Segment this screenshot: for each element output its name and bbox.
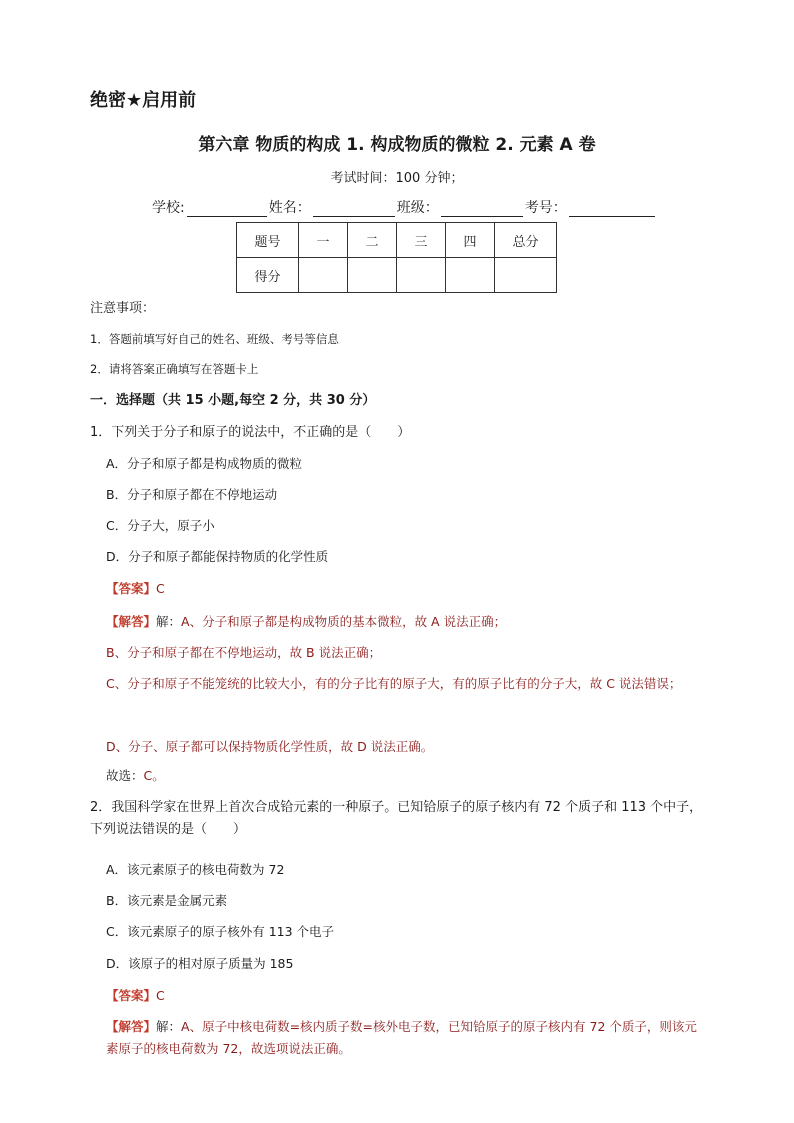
score-input-cell[interactable] (446, 258, 495, 293)
table-cell: 得分 (237, 258, 299, 293)
option-d: D．该原子的相对原子质量为 185 (106, 956, 294, 971)
table-cell: 三 (397, 223, 446, 258)
table-cell: 二 (348, 223, 397, 258)
score-input-cell[interactable] (495, 258, 557, 293)
score-input-cell[interactable] (397, 258, 446, 293)
score-input-cell[interactable] (348, 258, 397, 293)
option-c: C．分子大，原子小 (106, 518, 215, 533)
option-c: C．该元素原子的原子核外有 113 个电子 (106, 924, 335, 939)
option-d: D．分子和原子都能保持物质的化学性质 (106, 549, 329, 564)
school-blank[interactable] (187, 203, 267, 217)
analysis-line (106, 1016, 706, 1060)
table-cell: 题号 (237, 223, 299, 258)
number-label: 考号： (524, 200, 567, 216)
question-stem: 2．我国科学家在世界上首次合成铪元素的一种原子。已知铪原子的原子核内有 72 个质子和 113 个中子，下列说法错误的是（ ） (90, 800, 703, 837)
note-item: 1．答题前填写好自己的姓名、班级、考号等信息 (90, 332, 339, 346)
option-b: B．分子和原子都在不停地运动 (106, 487, 278, 502)
student-info-line (152, 197, 657, 217)
analysis-text: C、分子和原子不能笼统的比较大小，有的分子比有的原子大，有的原子比有的分子大，故 C 说法错误； (106, 676, 682, 691)
section-heading: 一．选择题（共 15 小题,每空 2 分，共 30 分） (90, 393, 376, 408)
class-label: 班级： (396, 200, 439, 216)
analysis-prefix: 解： (156, 1019, 182, 1034)
option-a: A．分子和原子都是构成物质的微粒 (106, 456, 303, 471)
select-line (106, 767, 165, 785)
answer-tag: 【答案】 (106, 581, 157, 596)
score-table (236, 222, 557, 293)
answer-line (106, 987, 165, 1005)
analysis-text: B、分子和原子都在不停地运动，故 B 说法正确； (106, 645, 382, 660)
analysis-tag: 【解答】 (106, 614, 157, 629)
select-value: C。 (143, 768, 165, 783)
table-cell: 一 (299, 223, 348, 258)
notes-heading: 注意事项： (90, 301, 156, 316)
select-label: 故选： (106, 768, 144, 783)
question-stem: 1．下列关于分子和原子的说法中，不正确的是（ ） (90, 425, 411, 440)
name-blank[interactable] (313, 203, 395, 217)
answer-value: C (156, 988, 165, 1003)
school-label: 学校: (152, 200, 185, 216)
exam-time: 考试时间：100 分钟； (330, 171, 464, 186)
analysis-text: A、原子中核电荷数=核内质子数=核外电子数，已知铪原子的原子核内有 72 个质子，则该元素原子的核电荷数为 72，故选项说法正确。 (106, 1019, 697, 1056)
name-label: 姓名： (268, 200, 311, 216)
table-row (237, 258, 557, 293)
table-row (237, 223, 557, 258)
answer-value: C (156, 581, 165, 596)
analysis-prefix: 解： (156, 614, 182, 629)
answer-line (106, 580, 165, 598)
option-a: A．该元素原子的核电荷数为 72 (106, 862, 285, 877)
exam-title: 第六章 物质的构成 1. 构成物质的微粒 2. 元素 A 卷 (198, 135, 596, 155)
analysis-line (106, 611, 706, 633)
table-cell: 四 (446, 223, 495, 258)
number-blank[interactable] (569, 203, 655, 217)
analysis-text: A、分子和原子都是构成物质的基本微粒，故 A 说法正确； (181, 614, 507, 629)
answer-tag: 【答案】 (106, 988, 157, 1003)
analysis-text: D、分子、原子都可以保持物质化学性质，故 D 说法正确。 (106, 739, 434, 754)
class-blank[interactable] (441, 203, 523, 217)
option-b: B．该元素是金属元素 (106, 893, 228, 908)
secret-label: 绝密★启用前 (90, 90, 197, 111)
analysis-tag: 【解答】 (106, 1019, 157, 1034)
table-cell: 总分 (495, 223, 557, 258)
score-input-cell[interactable] (299, 258, 348, 293)
note-item: 2．请将答案正确填写在答题卡上 (90, 362, 259, 376)
